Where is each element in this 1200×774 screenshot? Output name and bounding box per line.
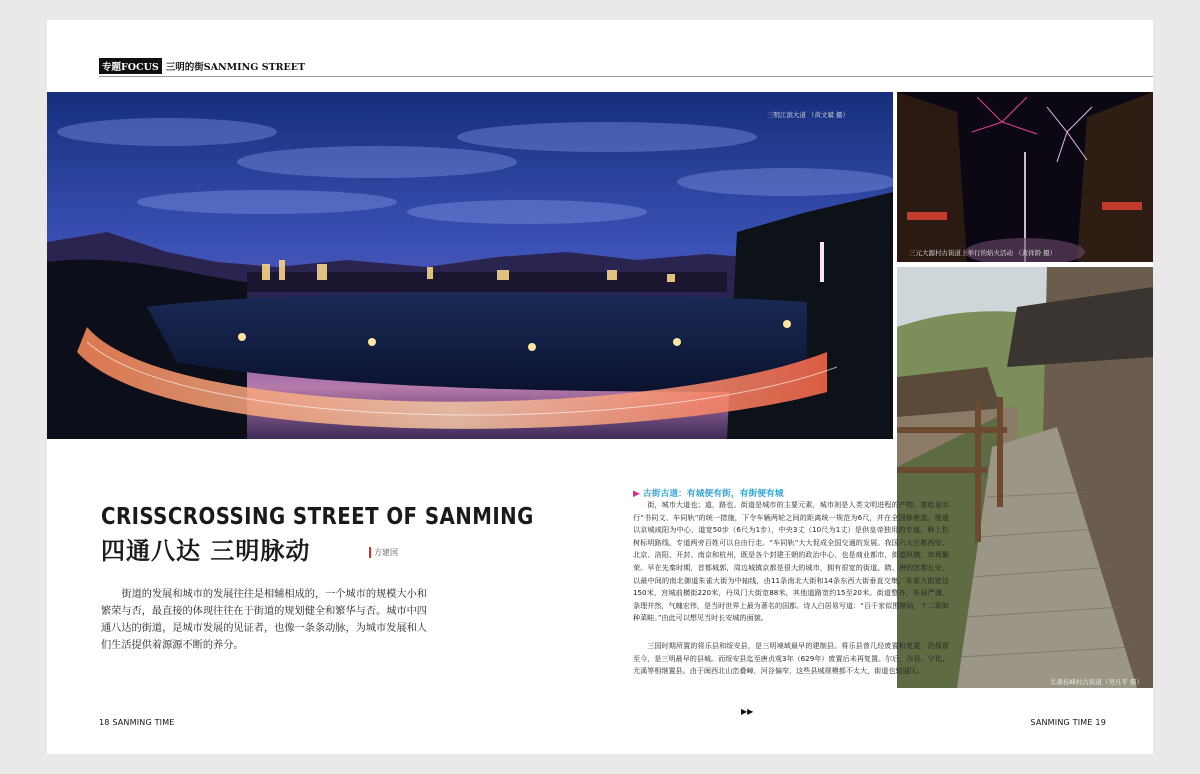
lead-paragraph: 街道的发展和城市的发展往往是相辅相成的，一个城市的规模大小和繁荣与否，最直接的体现往往在于街道的规划健全和繁华与否。城市中四通八达的街道，是城市发展的见证者，也像一条条动脉，为城市发展和人们生活提供着源源不断的养分。 [101,589,428,651]
body-paragraph-2: 三国时期所置的将乐县和绥安县，是三明境域最早的建制县。将乐县曾几经废置和复置，仍保留至今，是三明最早的县城。而绥安县迄至唐贞观3年（629年）废置后未再复置。尔后，沙县、宁化、尤溪等相继置县。由于闽西北山峦叠嶂，河谷偏窄，这些县城规模都不太大，街道也较逼仄。 [633,641,949,676]
section-heading [633,486,784,499]
night-river-panorama-image [47,92,893,439]
section-tag: 专题FOCUS [99,58,162,74]
village-caption: 尤溪桂峰村古街道（吴凡平 摄） [1049,678,1143,686]
body-paragraph-1: 街，城市大道也；道，路也。街道是城市的主要元素，城市则是人类文明进程的产物。秦始皇实行“书同文、车同轨”的统一措施，下令车辆两轮之间的距离统一规范为6尺，并在全国修驰道。驰道以京城咸阳为中心，道宽50步（6尺为1步），中央3丈（10尺为1丈）是供皇帝独用的专道，种上松树标明路线。专道两旁百姓可以自由行走。“车同轨”大大促成全国交通的发展。我国六大古都西安、北京、洛阳、开封、南京和杭州，既是各个封建王朝的政治中心，也是商业都市，街道纵横，市场繁荣。早在先秦时期，首都城郭，周边城镇京都是很大的城市，拥有很宽的街道。隋、唐的首都长安，以最中间的南北御道朱雀大街为中轴线，由11条南北大街和14条东西大街垂直交集，朱雀大街宽达150米，宫城前横街220米，丹凤门大街宽88米，其他道路宽约15至20米。街道整齐，布局严谨，条理井然，气魄宏伟，是当时世界上最为著名的国都。诗人白居易写道：“百千家似围棋局，十二街如种菜畦。”由此可以想见当时长安城的面貌。 [633,500,949,623]
article-title-chinese: 四通八达 三明脉动 [101,536,311,565]
panorama-caption: 三明江滨大道 （黄文斌 摄） [766,111,849,119]
panorama-photo [47,92,893,439]
section-title: 三明的街SANMING STREET [165,62,306,73]
page-folio-right: SANMING TIME 19 [1030,718,1106,727]
fireworks-photo [897,92,1153,262]
fireworks-caption: 三元大源村古街道上举行的焰火活动 （黄祥龄 摄） [909,249,1057,257]
section-heading-text: 古街古道：有城便有街，有街便有城 [642,489,784,499]
article-title-english: CRISSCROSSING STREET OF SANMING [101,504,534,530]
section-header [99,59,305,73]
triangle-marker-icon: ▶ [633,489,640,499]
magazine-spread [47,20,1153,754]
author-name: 方建国 [369,547,398,558]
continue-arrow-icon: ▶▶ [741,707,754,716]
fireworks-street-image [897,92,1153,262]
page-folio-left: 18 SANMING TIME [99,718,175,727]
header-rule [99,76,1153,77]
